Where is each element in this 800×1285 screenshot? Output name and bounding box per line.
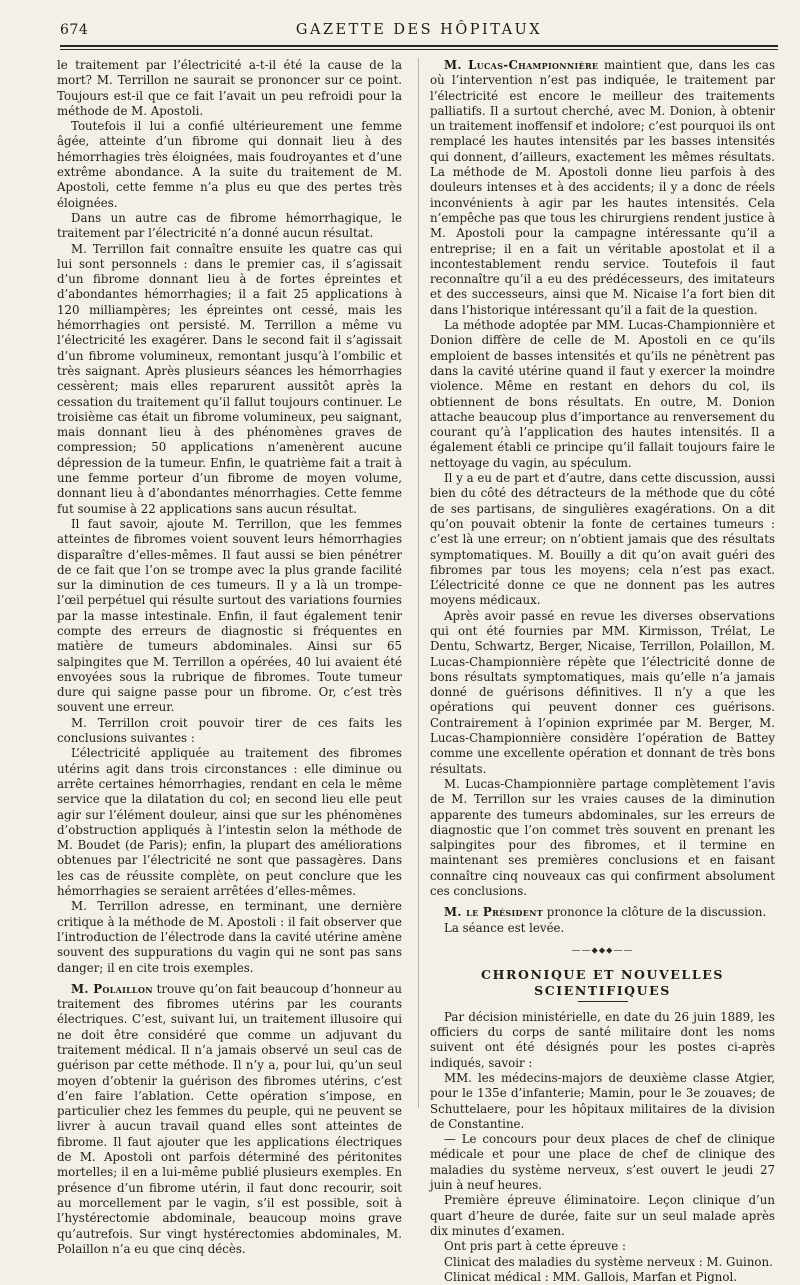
paragraph: Dans un autre cas de fibrome hémorrhagique, le traitement par l’électricité n’a donné aucun résultat.	[57, 210, 402, 241]
paragraph: Toutefois il lui a confié ultérieurement une femme âgée, atteinte d’un fibrome qui donnait lieu à des hémorrhagies très éloignées, mais foudroyantes et d’une extrême abondance. A la suite du traitement de M. Apostoli, cette femme n’a plus eu que des pertes très éloignées.	[57, 119, 402, 210]
left-column	[57, 58, 402, 1257]
speech-text: prononce la clôture de la discussion.	[543, 905, 767, 920]
speech-text: trouve qu’on fait beaucoup d’honneur au traitement des fibromes utérins par les courants électriques. C’est, suivant lui, un traitement illusoire qui ne doit être considéré que comme un adjuvant du traitement médical. Il n’a jamais observé un seul cas de guérison par cette méthode. Il n’y a, pour lui, qu’un seul moyen d’obtenir la guérison des fibromes utérins, c’est d’en faire l’ablation. Cette opération s’impose, en particulier chez les femmes du peuple, qui ne peuvent se livrer à aucun travail quand elles sont atteintes de fibrome. Il faut ajouter que les applications électriques de M. Apostoli ont parfois déterminé des péritonites mortelles; il en a lui-même publié plusieurs exemples. En présence d’un fibrome utérin, il faut donc recourir, soit au morcellement par le vagin, s’il est possible, soit à l’hystérectomie abdominale, beaucoup moins grave qu’autrefois. Sur vingt hystérectomies abdominales, M. Polaillon n’a eu que cinq décès.	[57, 981, 402, 1256]
speech-text: maintient que, dans les cas où l’intervention n’est pas indiquée, le traitement par l’électricité est encore le meilleur des traitements palliatifs. Il a surtout cherché, avec M. Donion, à obtenir un traitement inoffensif et indolore; c’est pourquoi ils ont remplacé les hautes intensités par les basses intensités qui donnent, d’ailleurs, exactement les mêmes résultats. La méthode de M. Apostoli donne lieu parfois à des douleurs intenses et à des accidents; il y a donc de réels inconvénients à agir par les hautes intensités. Cela n’empêche pas que tous les chirurgiens rendent justice à M. Apostoli pour la campagne intéressante qu’il a entreprise; il en a fait un véritable apostolat et il a incontestablement rendu service. Toutefois il faut reconnaître qu’il a eu des prédécesseurs, des imitateurs et des successeurs, ainsi que M. Nicaise l’a fort bien dit dans l’historique intéressant qu’il a fait de la question.	[430, 58, 776, 317]
speech-paragraph	[430, 58, 775, 318]
right-column	[430, 58, 775, 1285]
running-title: GAZETTE DES HÔPITAUX	[295, 22, 543, 38]
paragraph: — Le concours pour deux places de chef de clinique médicale et pour une place de chef de clinique des maladies du système nerveux, s’est ouvert le jeudi 27 juin à neuf heures.	[430, 1132, 775, 1193]
paragraph: L’électricité appliquée au traitement des fibromes utérins agit dans trois circonstances : elle diminue ou arrête certaines hémorrhagies, rendant en cela le même service que la dilatation du col; en second lieu elle peut agir sur l’élément douleur, ainsi que sur les phénomènes d’obstruction appliqués à l’intestin selon la méthode de M. Boudet (de Paris); enfin, la plupart des améliorations obtenues par l’électricité ne sont que passagères. Dans les cas de réussite complète, on peut conclure que les hémorrhagies se seraient arrêtées d’elles-mêmes.	[57, 746, 402, 899]
header-rule-thick	[60, 45, 778, 47]
speech-paragraph	[430, 905, 775, 920]
paragraph: M. Terrillon croit pouvoir tirer de ces faits les conclusions suivantes :	[57, 715, 402, 746]
column-divider	[418, 58, 419, 1108]
paragraph: Il faut savoir, ajoute M. Terrillon, que les femmes atteintes de fibromes voient souvent leurs hémorrhagies disparaître d’elles-mêmes. Il faut aussi se bien pénétrer de ce fait que l’on se trompe avec la plus grande facilité sur la diminution de ces tumeurs. Il y a là un trompe-l’œil perpétuel qui résulte surtout des variations fournies par la masse intestinale. Enfin, il faut également tenir compte des erreurs de diagnostic si fréquentes en matière de tumeurs abdominales. Ainsi sur 65 salpingites que M. Terrillon a opérées, 40 lui avaient été envoyées sous la rubrique de fibromes. Toute tumeur dure qui saigne passe pour un fibrome. Or, c’est très souvent une erreur.	[57, 516, 402, 715]
paragraph: Après avoir passé en revue les diverses observations qui ont été fournies par MM. Kirmisson, Trélat, Le Dentu, Schwartz, Berger, Nicaise, Terrillon, Polaillon, M. Lucas-Championnière répète que l’électricité donne de bons résultats symptomatiques, mais qu’elle n’a jamais donné de guérisons définitives. Il n’y a que les opérations qui peuvent donner ces guérisons. Contrairement à l’opinion exprimée par M. Berger, M. Lucas-Championnière considère l’opération de Battey comme une excellente opération et donnant de très bons résultats.	[430, 608, 775, 776]
paragraph: Ont pris part à cette épreuve :	[444, 1239, 626, 1254]
speaker-name: M. Lucas-Championnière	[444, 58, 599, 72]
speaker-name: M. le Président	[444, 905, 544, 920]
page-number: 674	[60, 22, 89, 38]
paragraph: Clinicat des maladies du système nerveux : M. Guinon.	[444, 1254, 773, 1269]
page-header	[60, 18, 778, 44]
title-underline	[578, 1001, 628, 1002]
header-rule-thin	[60, 49, 778, 50]
section-title: CHRONIQUE ET NOUVELLES SCIENTIFIQUES	[481, 967, 724, 998]
paragraph: M. Lucas-Championnière partage complètement l’avis de M. Terrillon sur les vraies causes de la diminution apparente des tumeurs abdominales, sur les erreurs de diagnostic que l’on commet très souvent en prenant les salpingites pour des fibromes, et il termine en maintenant ses premières conclusions et en faisant connaître cinq nouveaux cas qui confirment absolument ces conclusions.	[430, 776, 775, 899]
speech-paragraph	[57, 982, 402, 1257]
paragraph: le traitement par l’électricité a-t-il été la cause de la mort? M. Terrillon ne saurait se prononcer sur ce point. Toujours est-il que ce fait l’avait un peu refroidi pour la méthode de M. Apostoli.	[57, 58, 402, 118]
paragraph: M. Terrillon adresse, en terminant, une dernière critique à la méthode de M. Apostoli : il fait observer que l’introduction de l’électrode dans la cavité utérine amène souvent des suppurations du vagin qui ne sont pas sans danger; il en cite trois exemples.	[57, 899, 402, 975]
speaker-name: M. Polaillon	[71, 981, 153, 996]
paragraph: La méthode adoptée par MM. Lucas-Championnière et Donion diffère de celle de M. Apostoli en ce qu’ils emploient de basses intensités et qu’ils ne pénètrent pas dans la cavité utérine quand il faut y exercer la moindre violence. Même en restant en dehors du col, ils obtiennent de bons résultats. En outre, M. Donion attache beaucoup plus d’importance au renversement du courant qu’à l’application des hautes intensités. Il a également établi ce principe qu’il fallait toujours faire le nettoyage du vagin, au spéculum.	[430, 318, 775, 470]
paragraph: M. Terrillon fait connaître ensuite les quatre cas qui lui sont personnels : dans le premier cas, il s’agissait d’un fibrome donnant lieu à de fortes épreintes et d’abondantes hémorrhagies; il a fait 25 applications à 120 milliampères; les épreintes ont cessé, mais les hémorrhagies ont persisté. M. Terrillon a même vu l’électricité les exagérer. Dans le second fait il s’agissait d’un fibrome volumineux, remontant jusqu’à l’ombilic et très saignant. Après plusieurs séances les hémorrhagies cessèrent; mais elles reparurent aussitôt après la cessation du traitement qu’il fallut toujours continuer. Le troisième cas était un fibrome volumineux, peu saignant, mais donnant lieu à des phénomènes graves de compression; 50 applications n’amenèrent aucune dépression de la tumeur. Enfin, le quatrième fait a trait à une femme porteur d’un fibrome de moyen volume, donnant lieu à d’abondantes ménorrhagies. Cette femme fut soumise à 22 applications sans aucun résultat.	[57, 241, 402, 516]
section-separator: ——⬥⬥⬥——	[571, 945, 634, 956]
paragraph: Par décision ministérielle, en date du 26 juin 1889, les officiers du corps de santé militaire dont les noms suivent ont été désignés pour les postes ci-après indiqués, savoir :	[430, 1009, 775, 1070]
session-closed: La séance est levée.	[444, 920, 565, 935]
paragraph: MM. les médecins-majors de deuxième classe Atgier, pour le 135e d’infanterie; Mamin, pour le 3e zouaves; de Schuttelaere, pour les hôpitaux militaires de la division de Constantine.	[430, 1071, 775, 1131]
paragraph: Première épreuve éliminatoire. Leçon clinique d’un quart d’heure de durée, faite sur un seul malade après dix minutes d’examen.	[430, 1193, 775, 1238]
paragraph: Clinicat médical : MM. Gallois, Marfan et Pignol.	[444, 1269, 737, 1284]
paragraph: Il y a eu de part et d’autre, dans cette discussion, aussi bien du côté des détracteurs de la méthode que du côté de ses partisans, de singulières exagérations. On a dit qu’on pouvait obtenir la fonte de certaines tumeurs : c’est là une erreur; on n’obtient jamais que des résultats symptomatiques. M. Bouilly a dit qu’on avait guéri des fibromes par tous les moyens; cela n’est pas exact. L’électricité donne ce que ne donnent pas les autres moyens médicaux.	[430, 471, 775, 608]
